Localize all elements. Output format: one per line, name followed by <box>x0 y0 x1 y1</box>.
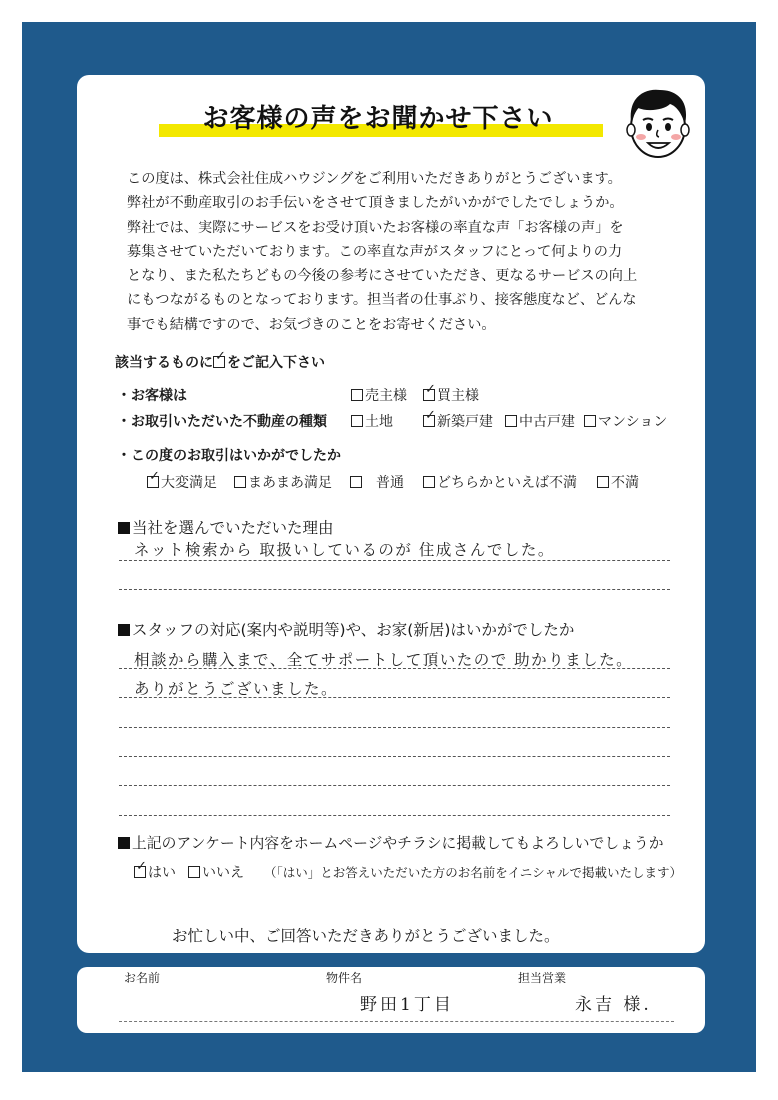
sales-label: 担当営業 <box>518 971 567 985</box>
answer-line <box>119 815 670 816</box>
q1-answer: ネット検索から 取扱いしているのが 住成さんでした。 <box>134 541 555 559</box>
checkbox[interactable] <box>597 476 609 488</box>
option-yes[interactable]: ✓ はい <box>136 859 176 881</box>
square-bullet-icon <box>118 837 130 849</box>
checkbox-checked[interactable]: ✓ <box>423 415 435 427</box>
q3-note: （「はい」とお答えいただいた方のお名前をイニシャルで掲載いたします） <box>264 865 683 880</box>
answer-line <box>119 589 670 590</box>
checkbox-checked[interactable]: ✓ <box>134 866 146 878</box>
satisfaction-label: ・この度のお取引はいかがでしたか <box>117 448 341 464</box>
option-new-house[interactable]: ✓ 新築戸建 <box>425 408 493 430</box>
property-type-label: ・お取引いただいた不動産の種類 <box>117 414 327 430</box>
option-used-house[interactable]: 中古戸建 <box>505 411 575 431</box>
checkbox[interactable] <box>423 476 435 488</box>
sales-value: 永吉 様. <box>575 995 652 1015</box>
closing-message: お忙しい中、ご回答いただきありがとうございました。 <box>172 927 560 945</box>
intro-line: 弊社では、実際にサービスをお受け頂いたお客様の率直な声「お客様の声」を <box>127 219 624 236</box>
checkbox[interactable] <box>351 415 363 427</box>
checkbox[interactable] <box>350 476 362 488</box>
q3-heading: 上記のアンケート内容をホームページやチラシに掲載してもよろしいでしょうか <box>118 832 664 853</box>
option-dissatisfied[interactable]: 不満 <box>597 472 639 492</box>
answer-line <box>119 727 670 728</box>
checkbox-checked[interactable]: ✓ <box>147 476 159 488</box>
page-title: お客様の声をお聞かせ下さい <box>202 104 554 134</box>
customer-type-label: ・お客様は <box>117 388 187 404</box>
checklist-instruction: 該当するものに ✓ をご記入下さい <box>115 349 325 371</box>
option-seller[interactable]: 売主様 <box>351 385 407 405</box>
property-label: 物件名 <box>326 971 363 985</box>
intro-line: 募集させていただいております。この率直な声がスタッフにとって何よりの力 <box>127 243 623 260</box>
option-somewhat-satisfied[interactable]: まあまあ満足 <box>234 472 332 492</box>
answer-line <box>119 697 670 698</box>
intro-line: この度は、株式会社住成ハウジングをご利用いただきありがとうございます。 <box>127 171 622 187</box>
option-neutral[interactable]: 普通 <box>350 472 404 492</box>
q2-answer-line2: ありがとうございました。 <box>134 680 339 698</box>
intro-line: となり、また私たちどもの今後の参考にさせていただき、更なるサービスの向上 <box>127 268 638 285</box>
checkbox-checked[interactable]: ✓ <box>423 389 435 401</box>
option-buyer[interactable]: ✓ 買主様 <box>425 382 479 404</box>
answer-line <box>119 785 670 786</box>
answer-line <box>119 560 670 561</box>
checkbox[interactable] <box>188 866 200 878</box>
square-bullet-icon <box>118 522 130 534</box>
q1-heading: 当社を選んでいただいた理由 <box>118 516 334 538</box>
square-bullet-icon <box>118 624 130 636</box>
intro-line: にもつながるものとなっております。担当者の仕事ぶり、接客態度など、どんな <box>127 292 637 309</box>
option-somewhat-dissatisfied[interactable]: どちらかといえば不満 <box>423 472 577 492</box>
q2-answer-line1: 相談から購入まで、全てサポートして頂いたので 助かりました。 <box>134 651 634 669</box>
checkbox[interactable] <box>351 389 363 401</box>
mascot-face-icon <box>618 82 698 162</box>
option-no[interactable]: いいえ <box>188 862 244 882</box>
intro-line: 弊社が不動産取引のお手伝いをさせて頂きましたがいかがでしたでしょうか。 <box>127 195 624 212</box>
checkbox[interactable] <box>505 415 517 427</box>
option-mansion[interactable]: マンション <box>584 411 667 431</box>
option-land[interactable]: 土地 <box>351 411 393 431</box>
checkbox[interactable] <box>584 415 596 427</box>
q2-heading: スタッフの対応(案内や説明等)や、お家(新居)はいかがでしたか <box>118 618 574 640</box>
checkbox[interactable] <box>234 476 246 488</box>
title-block <box>153 98 603 142</box>
sample-checkbox: ✓ <box>213 356 225 368</box>
answer-line <box>119 668 670 669</box>
intro-line: 事でも結構ですので、お気づきのことをお寄せください。 <box>127 316 496 333</box>
answer-line <box>119 756 670 757</box>
intro-text <box>127 167 687 337</box>
footer-line <box>119 1021 674 1022</box>
name-label: お名前 <box>124 971 161 985</box>
option-very-satisfied[interactable]: ✓ 大変満足 <box>149 469 217 491</box>
property-value: 野田1丁目 <box>360 995 454 1015</box>
